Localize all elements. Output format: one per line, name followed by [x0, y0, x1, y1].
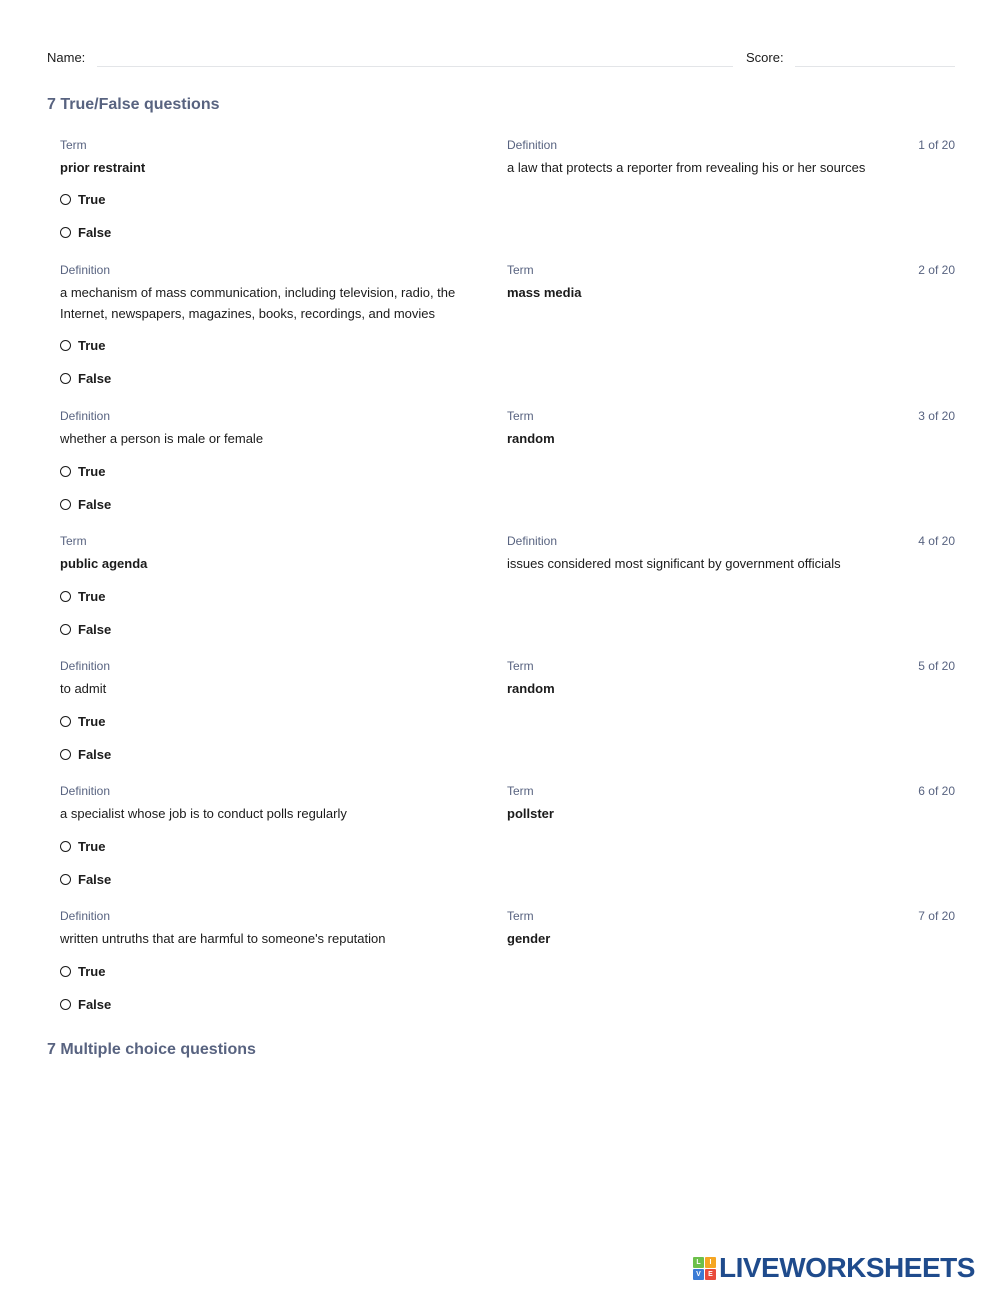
radio-button-true[interactable] [60, 466, 71, 477]
question-4 [60, 533, 955, 653]
radio-button-false[interactable] [60, 624, 71, 635]
radio-button-false[interactable] [60, 499, 71, 510]
section-title-true-false: 7 True/False questions [47, 96, 220, 113]
option-false[interactable] [60, 871, 111, 887]
option-true[interactable] [60, 713, 105, 729]
question-right-column [507, 533, 907, 574]
right-caption: Term [507, 263, 534, 277]
option-false[interactable] [60, 996, 111, 1012]
radio-button-true[interactable] [60, 716, 71, 727]
option-true[interactable] [60, 838, 105, 854]
question-number: 2 of 20 [918, 263, 955, 277]
option-true-label: True [78, 588, 106, 604]
option-false[interactable] [60, 224, 111, 240]
question-right-column [507, 658, 907, 699]
logo-block-i: I [705, 1257, 716, 1268]
option-false[interactable] [60, 496, 111, 512]
option-true-label: True [78, 838, 106, 854]
question-number: 6 of 20 [918, 784, 955, 798]
left-text: a specialist whose job is to conduct polls regularly [60, 806, 347, 821]
right-text: random [507, 431, 555, 446]
question-left-column [60, 408, 470, 449]
question-7 [60, 908, 955, 1028]
left-text: public agenda [60, 556, 148, 571]
name-input-line[interactable] [97, 66, 733, 67]
option-true[interactable] [60, 463, 105, 479]
left-text: written untruths that are harmful to someone's reputation [60, 931, 386, 946]
question-left-column [60, 137, 470, 178]
question-2 [60, 262, 955, 402]
question-number: 5 of 20 [918, 659, 955, 673]
option-true-label: True [78, 713, 106, 729]
score-label: Score: [746, 50, 784, 65]
right-text: a law that protects a reporter from revealing his or her sources [507, 160, 866, 175]
option-false-label: False [78, 746, 112, 762]
worksheet-header [47, 48, 955, 70]
right-text: pollster [507, 806, 554, 821]
question-left-column [60, 783, 470, 824]
radio-button-false[interactable] [60, 999, 71, 1010]
right-caption: Term [507, 784, 534, 798]
question-right-column [507, 783, 907, 824]
liveworksheets-logo [693, 1253, 989, 1283]
question-number: 4 of 20 [918, 534, 955, 548]
option-true[interactable] [60, 191, 105, 207]
left-caption: Definition [60, 659, 111, 673]
question-number: 3 of 20 [918, 409, 955, 423]
option-false[interactable] [60, 746, 111, 762]
radio-button-true[interactable] [60, 591, 71, 602]
option-true-label: True [78, 463, 106, 479]
radio-button-true[interactable] [60, 966, 71, 977]
left-caption: Definition [60, 409, 111, 423]
question-3 [60, 408, 955, 528]
option-false-label: False [78, 621, 112, 637]
logo-block-e: E [705, 1269, 716, 1280]
question-right-column [507, 408, 907, 449]
question-left-column [60, 658, 470, 699]
radio-button-false[interactable] [60, 874, 71, 885]
left-text: a mechanism of mass communication, including television, radio, the Internet, newspapers, magazines, books, recordings, and movies [60, 285, 456, 321]
option-true[interactable] [60, 588, 105, 604]
option-true-label: True [78, 963, 106, 979]
option-false-label: False [78, 496, 112, 512]
logo-block-v: V [693, 1269, 704, 1280]
question-right-column [507, 908, 907, 949]
left-text: to admit [60, 681, 107, 696]
right-caption: Definition [507, 138, 558, 152]
radio-button-true[interactable] [60, 194, 71, 205]
section-title-multiple-choice: 7 Multiple choice questions [47, 1041, 256, 1058]
radio-button-false[interactable] [60, 749, 71, 760]
right-text: random [507, 681, 555, 696]
right-caption: Definition [507, 534, 558, 548]
right-caption: Term [507, 659, 534, 673]
option-true-label: True [78, 337, 106, 353]
score-input-line[interactable] [795, 66, 955, 67]
logo-blocks-icon [693, 1257, 716, 1280]
radio-button-false[interactable] [60, 373, 71, 384]
question-number: 1 of 20 [918, 138, 955, 152]
option-false-label: False [78, 370, 112, 386]
left-text: prior restraint [60, 160, 146, 175]
option-false-label: False [78, 224, 112, 240]
question-number: 7 of 20 [918, 909, 955, 923]
question-right-column [507, 137, 907, 178]
radio-button-true[interactable] [60, 841, 71, 852]
option-false-label: False [78, 996, 112, 1012]
left-caption: Definition [60, 263, 111, 277]
radio-button-false[interactable] [60, 227, 71, 238]
question-left-column [60, 262, 470, 324]
option-false[interactable] [60, 370, 111, 386]
left-caption: Definition [60, 909, 111, 923]
logo-text: LIVEWORKSHEETS [719, 1252, 975, 1283]
radio-button-true[interactable] [60, 340, 71, 351]
question-1 [60, 137, 955, 257]
question-6 [60, 783, 955, 903]
option-true[interactable] [60, 963, 105, 979]
right-text: issues considered most significant by government officials [507, 556, 841, 571]
left-text: whether a person is male or female [60, 431, 264, 446]
option-true-label: True [78, 191, 106, 207]
right-caption: Term [507, 909, 534, 923]
question-left-column [60, 908, 470, 949]
option-false[interactable] [60, 621, 111, 637]
right-text: gender [507, 931, 551, 946]
right-text: mass media [507, 285, 582, 300]
option-false-label: False [78, 871, 112, 887]
option-true[interactable] [60, 337, 105, 353]
question-5 [60, 658, 955, 778]
right-caption: Term [507, 409, 534, 423]
question-left-column [60, 533, 470, 574]
question-right-column [507, 262, 907, 303]
left-caption: Term [60, 138, 87, 152]
name-label: Name: [47, 50, 86, 65]
logo-block-l: L [693, 1257, 704, 1268]
left-caption: Term [60, 534, 87, 548]
left-caption: Definition [60, 784, 111, 798]
